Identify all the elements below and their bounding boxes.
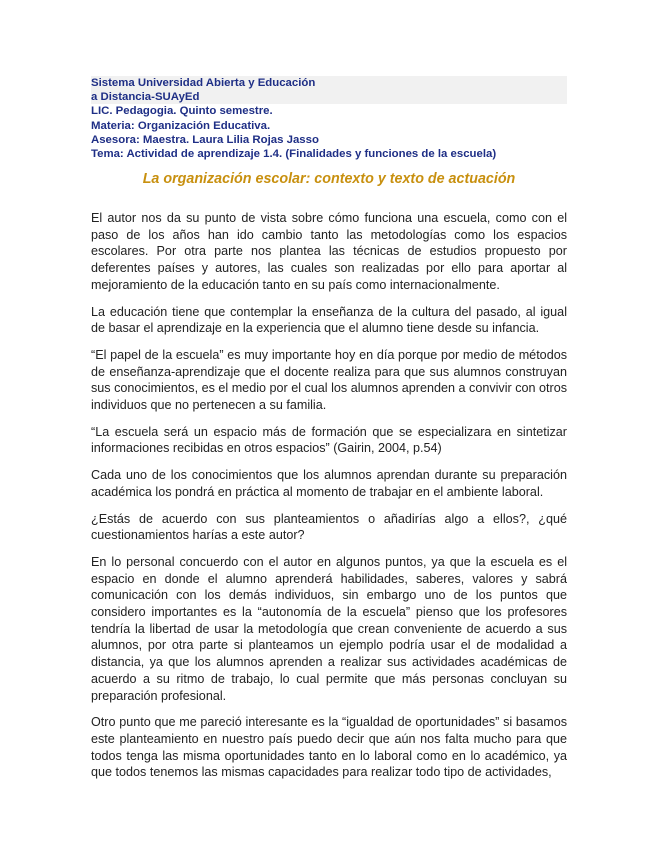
header-topic: Tema: Actividad de aprendizaje 1.4. (Finalidades y funciones de la escuela) [91,148,497,161]
paragraph: Otro punto que me pareció interesante es la “igualdad de oportunidades” si basamos este planteamiento en nuestro país puedo decir que aún nos falta mucho para que todos tenga las misma oportunidades tanto en lo laboral como en lo académico, ya que todos tenemos las mismas capacidades para realizar todo tipo de actividades, [91,715,567,780]
header-institution: Sistema Universidad Abierta y Educación [91,76,567,90]
paragraph: El autor nos da su punto de vista sobre cómo funciona una escuela, como con el paso de los años han ido cambio tanto las metodologías como los espacios escolares. Por otra parte nos plantea las técnicas de estudios propuesto por deferentes países y autores, las cuales son realizadas por ello para aportar al mejoramiento de la educación tanto en su país como internacionalmente. [91,211,567,292]
paragraph: La educación tiene que contemplar la enseñanza de la cultura del pasado, al igual de basar el aprendizaje en la experiencia que el alumno tiene desde su infancia. [91,304,567,336]
document-body [91,210,567,781]
paragraph: “La escuela será un espacio más de formación que se especializara en sintetizar informaciones recibidas en otros espacios” (Gairin, 2004, p.54) [91,424,567,456]
paragraph: Cada uno de los conocimientos que los alumnos aprendan durante su preparación académica los pondrá en práctica al momento de trabajar en el ambiente laboral. [91,468,567,499]
paragraph: ¿Estás de acuerdo con sus planteamientos o añadirías algo a ellos?, ¿qué cuestionamientos harías a este autor? [91,511,567,543]
document-header [91,76,571,161]
paragraph: “El papel de la escuela” es muy importante hoy en día porque por medio de métodos de enseñanza-aprendizaje que el docente realiza para que sus alumnos construyan sus conocimientos, es el medio por el cual los alumnos aprenden a convivir con otros individuos que no pertenecen a su familia. [91,347,568,413]
header-program: LIC. Pedagogia. Quinto semestre. [91,105,273,118]
header-subject: Materia: Organización Educativa. [91,119,271,132]
document-title: La organización escolar: contexto y texto de actuación [142,171,516,187]
header-advisor: Asesora: Maestra. Laura Lilia Rojas Jasso [91,133,319,146]
paragraph: En lo personal concuerdo con el autor en algunos puntos, ya que la escuela es el espacio en donde el alumno aprenderá habilidades, saberes, valores y sabrá comunicación con los demás individuos, sin embargo uno de los puntos que considero importantes es la “autonomía de la escuela” pienso que los profesores tendría la libertad de usar la metodología que crean conveniente de acuerdo a sus alumnos, por otra parte si planteamos un ejemplo podría usar el de modalidad a distancia, ya que los alumnos aprenden a realizar sus actividades académicas de acuerdo a su ritmo de trabajo, lo cual permite que más personas concluyan su preparación profesional. [91,554,567,703]
header-institution-acronym: a Distancia-SUAyEd [91,90,567,104]
